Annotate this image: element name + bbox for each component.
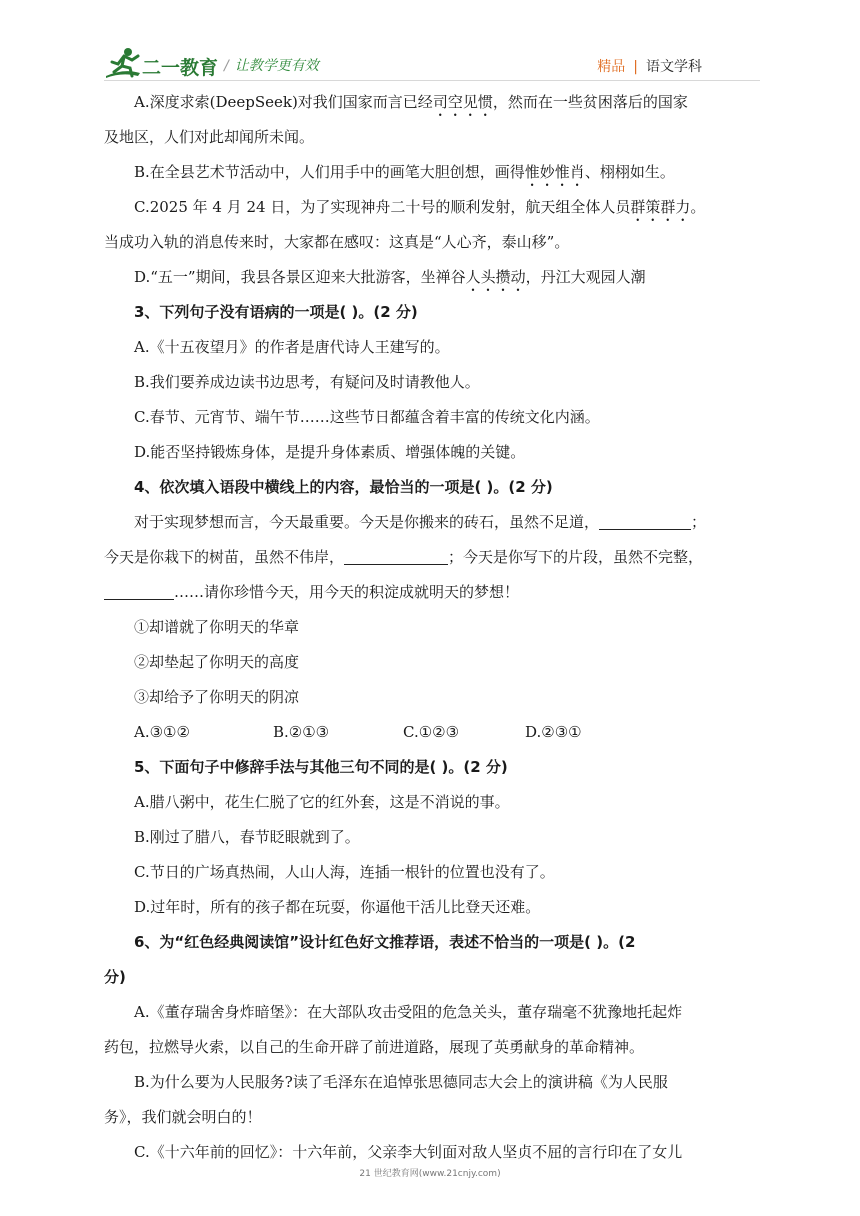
slogan-text: 让教学更有效	[234, 58, 319, 74]
header-divider	[104, 80, 760, 81]
q5-option-c: C.节日的广场真热闹，人山人海，连插一根针的位置也没有了。	[134, 863, 555, 881]
q2-option-c: C.2025 年 4 月 24 日，为了实现神舟二十号的顺利发射，航天组全体人员群策群力。	[134, 198, 706, 216]
q2-option-c-cont: 当成功入轨的消息传来时，大家都在感叹：这真是“人心齐，泰山移”。	[104, 233, 570, 251]
q6-option-b-cont: 务》，我们就会明白的！	[104, 1108, 262, 1126]
q4-passage-line-1: 对于实现梦想而言，今天最重要。今天是你搬来的砖石，虽然不足道， ；	[134, 513, 707, 531]
q5-option-a: A.腊八粥中，花生仁脱了它的红外套，这是不消说的事。	[134, 793, 510, 811]
q6-option-c: C.《十六年前的回忆》：十六年前，父亲李大钊面对敌人坚贞不屈的言行印在了女儿	[134, 1143, 683, 1161]
page-footer: 21 世纪教育网(www.21cnjy.com)	[359, 1169, 501, 1179]
q5-option-b: B.刚过了腊八，春节眨眼就到了。	[134, 828, 360, 846]
q3-option-a: A.《十五夜望月》的作者是唐代诗人王建写的。	[134, 338, 450, 356]
q4-passage-line-2: 今天是你栽下的树苗，虽然不伟岸， ；今天是你写下的片段，虽然不完整，	[104, 548, 704, 566]
page-header	[0, 0, 860, 80]
slogan: / 让教学更有效	[224, 58, 319, 74]
q4-item-3: ③却给予了你明天的阴凉	[134, 688, 300, 706]
q4-item-1: ①却谱就了你明天的华章	[134, 618, 300, 636]
q4-item-2: ②却垫起了你明天的高度	[134, 653, 300, 671]
q4-choice-a: A.③①②	[134, 723, 190, 741]
q3-option-d: D.能否坚持锻炼身体，是提升身体素质、增强体魄的关键。	[134, 443, 526, 461]
blank-1	[599, 514, 691, 530]
quality-tag: 精品	[597, 59, 626, 75]
header-tags: 精品 | 语文学科	[597, 59, 702, 75]
q2-option-a: A.深度求索(DeepSeek)对我们国家而言已经司空见惯，然而在一些贫困落后的国家	[134, 93, 688, 111]
q4-choice-d: D.②③①	[525, 723, 582, 741]
q5-option-d: D.过年时，所有的孩子都在玩耍，你逼他干活儿比登天还难。	[134, 898, 541, 916]
q2-option-b: B.在全县艺术节活动中，人们用手中的画笔大胆创想，画得惟妙惟肖、栩栩如生。	[134, 163, 675, 181]
question-6: 6、为“红色经典阅读馆”设计红色好文推荐语，表述不恰当的一项是( )。(2	[134, 933, 636, 951]
q4-choice-b: B.②①③	[273, 723, 330, 741]
q6-option-b: B.为什么要为人民服务?读了毛泽东在追悼张思德同志大会上的演讲稿《为人民服	[134, 1073, 668, 1091]
subject-tag: 语文学科	[646, 59, 702, 75]
q3-option-b: B.我们要养成边读书边思考，有疑问及时请教他人。	[134, 373, 480, 391]
q4-choices	[134, 720, 582, 744]
question-4: 4、依次填入语段中横线上的内容，最恰当的一项是( )。(2 分)	[134, 478, 553, 496]
q6-option-a: A.《董存瑞舍身炸暗堡》：在大部队攻击受阻的危急关头，董存瑞毫不犹豫地托起炸	[134, 1003, 683, 1021]
q3-option-c: C.春节、元宵节、端午节……这些节日都蕴含着丰富的传统文化内涵。	[134, 408, 600, 426]
question-6-cont: 分)	[104, 968, 126, 986]
q6-option-a-cont: 药包，拉燃导火索，以自己的生命开辟了前进道路，展现了英勇献身的革命精神。	[104, 1038, 645, 1056]
q2-option-a-cont: 及地区，人们对此却闻所未闻。	[104, 128, 315, 146]
question-5: 5、下面句子中修辞手法与其他三句不同的是( )。(2 分)	[134, 758, 508, 776]
logo-text: 二一教育	[142, 57, 219, 79]
q2-option-d: D.“五一”期间，我县各景区迎来大批游客，坐禅谷人头攒动，丹江大观园人潮	[134, 268, 646, 286]
question-3: 3、下列句子没有语病的一项是( )。(2 分)	[134, 303, 418, 321]
blank-3	[104, 584, 174, 600]
blank-2	[344, 549, 448, 565]
q4-choice-c: C.①②③	[403, 723, 460, 741]
q4-passage-line-3: ……请你珍惜今天，用今天的积淀成就明天的梦想！	[104, 580, 519, 604]
